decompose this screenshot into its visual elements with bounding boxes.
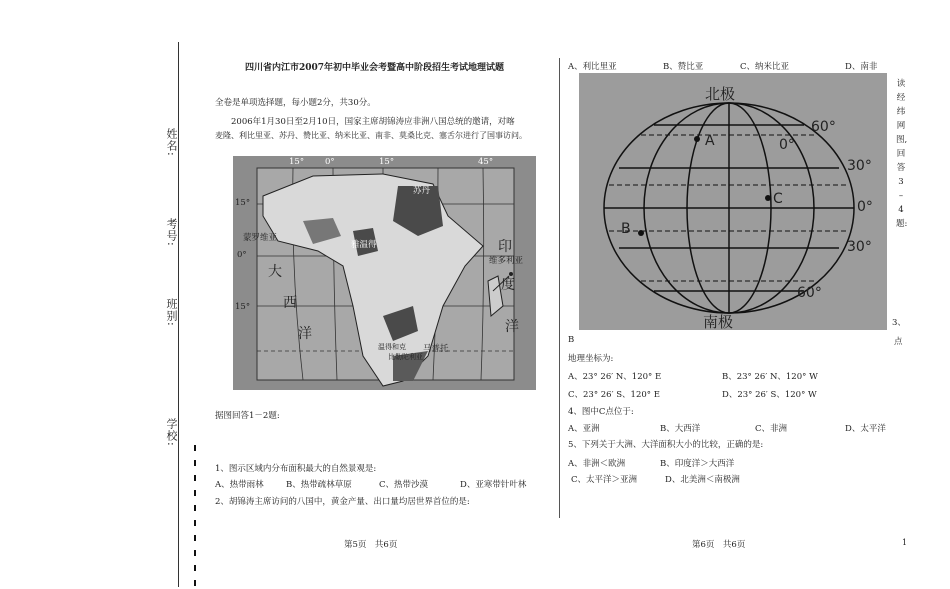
q2-opt-a: A、利比里亚 [568, 62, 617, 72]
lon-0-label: 0° [779, 137, 795, 153]
lat-30n-label: 30° [847, 158, 872, 174]
q3-opt-a: A、23° 26′ N、120° E [568, 372, 662, 382]
q1-opt-d: D、亚寒带针叶林 [460, 480, 527, 490]
q4-opt-b: B、大西洋 [660, 424, 701, 434]
point-b-ref: B [568, 335, 575, 345]
label-indian-2: 度 [501, 277, 515, 293]
side-instruction: 读 经 纬 网 图, 回 答 3 – 4 题: [896, 79, 908, 229]
q3-opt-d: D、23° 26′ S、120° W [722, 390, 817, 400]
page-number-right: 第6页 共6页 [692, 540, 746, 550]
side-q3: 3、 [892, 318, 906, 328]
question-4: 4、图中C点位于: [568, 407, 634, 417]
name-label: 姓名: [165, 128, 178, 157]
school-label: 学校: [165, 418, 178, 447]
passage-line-1: 2006年1月30日至2月10日，国家主席胡锦涛应非洲八国总统的邀请，对喀 [231, 117, 515, 127]
label-windhoek: 温得和克 [378, 343, 406, 351]
label-atlantic-2: 西 [283, 295, 297, 311]
page-number-left: 第5页 共6页 [344, 540, 398, 550]
q2-opt-d: D、南非 [845, 62, 878, 72]
q4-opt-a: A、亚洲 [568, 424, 600, 434]
question-2: 2、胡锦涛主席访问的八国中，黄金产量、出口量均居世界首位的是: [215, 497, 470, 507]
label-cameroon: 雅温得 [351, 240, 377, 250]
exam-title: 四川省内江市2007年初中毕业会考暨高中阶段招生考试地理试题 [245, 63, 505, 73]
q2-opt-c: C、纳米比亚 [740, 62, 790, 72]
globe-figure [579, 73, 887, 330]
question-1: 1、图示区域内分布面积最大的自然景观是: [215, 464, 377, 474]
lat-0-label: 0° [857, 199, 873, 215]
label-indian-3: 洋 [505, 319, 519, 335]
q3-opt-c: C、23° 26′ S、120° E [568, 390, 660, 400]
lon-15e: 15° [379, 157, 395, 167]
q1-opt-b: B、热带疏林草原 [286, 480, 352, 490]
exam-no-label: 考号: [165, 218, 178, 247]
lat-60n-label: 60° [811, 119, 836, 135]
coord-label: 地理坐标为: [568, 354, 614, 364]
label-pretoria: 比勒陀利亚 [388, 353, 423, 361]
question-5: 5、下列关于大洲、大洋面积大小的比较，正确的是: [568, 440, 764, 450]
point-a-label: A [705, 133, 715, 149]
africa-map [233, 156, 536, 390]
lat-15s: 15° [235, 302, 251, 312]
lon-15w: 15° [289, 157, 305, 167]
lat-15n: 15° [235, 198, 251, 208]
label-indian-1: 印 [498, 239, 512, 255]
instructions: 全卷是单项选择题，每小题2分，共30分。 [215, 98, 376, 108]
q5-opt-b: B、印度洋＞大西洋 [660, 459, 735, 469]
passage-line-2: 麦隆、利比里亚、苏丹、赞比亚、纳米比亚、南非、莫桑比克、塞舌尔进行了国事访问。 [215, 131, 527, 140]
q3-opt-b: B、23° 26′ N、120° W [722, 372, 818, 382]
label-atlantic-1: 大 [268, 264, 282, 280]
q5-opt-c: C、太平洋＞亚洲 [571, 475, 638, 485]
north-pole-label: 北极 [705, 85, 736, 103]
point-c-label: C [773, 191, 783, 207]
q4-opt-d: D、太平洋 [845, 424, 886, 434]
q1-opt-a: A、热带雨林 [215, 480, 264, 490]
label-sudan: 苏丹 [413, 186, 431, 196]
south-pole-label: 南极 [703, 313, 734, 331]
q4-opt-c: C、非洲 [755, 424, 788, 434]
point-b-label: B [621, 221, 631, 237]
sheet-number: 1 [902, 538, 908, 547]
side-q3-point: 点 [894, 337, 903, 347]
label-seychelles: 维多利亚 [489, 256, 524, 266]
q1-opt-c: C、热带沙漠 [379, 480, 429, 490]
label-maputo: 马普托 [423, 344, 449, 354]
q5-opt-a: A、非洲＜欧洲 [568, 459, 626, 469]
label-atlantic-3: 洋 [298, 326, 312, 342]
page-divider [559, 58, 560, 518]
lon-45: 45° [478, 157, 494, 167]
map-prompt: 据图回答1－2题: [215, 411, 280, 421]
lat-30s-label: 30° [847, 239, 872, 255]
class-label: 班别: [165, 298, 178, 327]
q5-opt-d: D、北美洲＜南极洲 [665, 475, 740, 485]
lat-60s-label: 60° [797, 285, 822, 301]
lon-0: 0° [325, 157, 335, 167]
q2-opt-b: B、赞比亚 [663, 62, 704, 72]
lat-0: 0° [237, 250, 247, 260]
label-liberia: 蒙罗维亚 [243, 233, 278, 243]
